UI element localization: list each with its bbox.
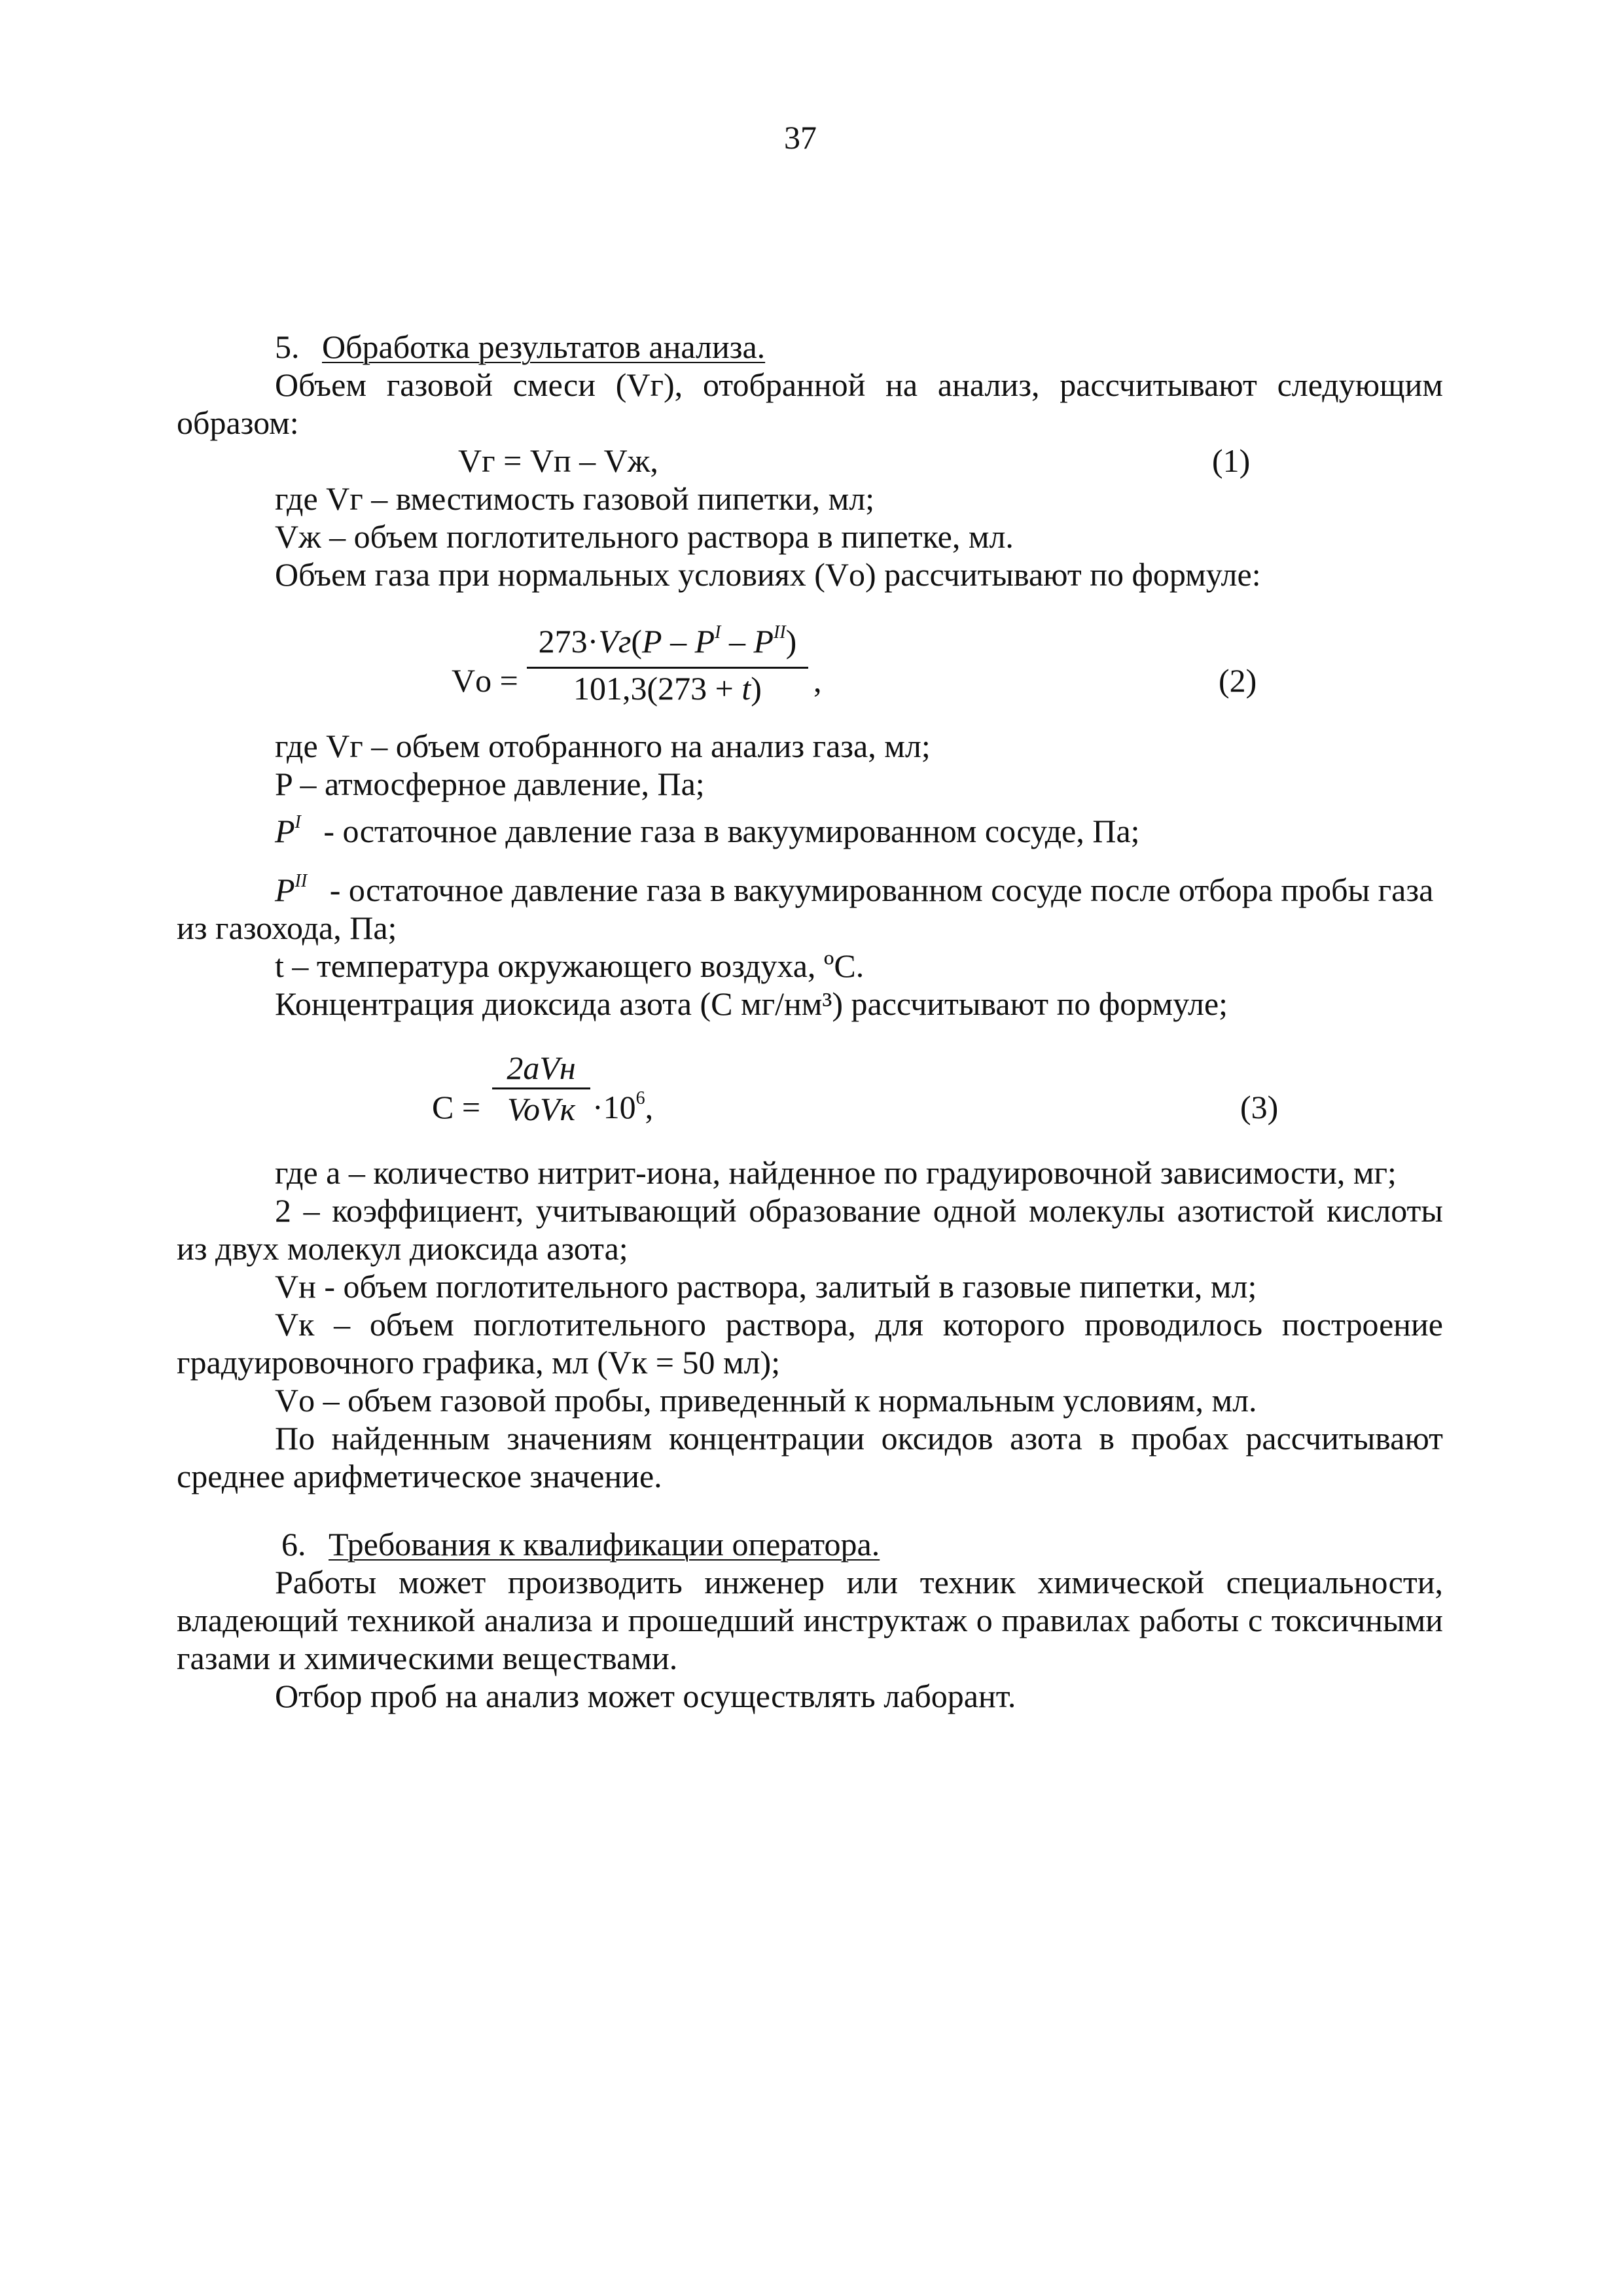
section-5-intro-line-1: Объем газовой смеси (Vг), отобранной на анализ, рассчитывают следующим (275, 366, 1443, 403)
formula-2-where-p2: $P^{II}$ - остаточное давление газа в вакуумированном сосуде после отбора пробы газа (275, 871, 1434, 908)
page-number: 37 (784, 119, 817, 156)
formula-2-where-p1: $P^I$ - остаточное давление газа в вакуумированном сосуде, Па; (275, 812, 1140, 849)
concentration-intro: Концентрация диоксида азота (С мг/нм³) рассчитывают по формуле; (275, 985, 1228, 1022)
formula-2-lhs: Vо = (452, 662, 518, 699)
formula-2-comma: , (813, 662, 822, 699)
formula-3-where-two-line-2: из двух молекул диоксида азота; (177, 1230, 628, 1267)
formula-2-where-t: t – температура окружающего воздуха, ºС. (275, 947, 865, 984)
formula-2-where-vg: где Vг – объем отобранного на анализ газа, мл; (275, 728, 931, 764)
formula-3-lhs: С = (432, 1089, 481, 1125)
section-5-heading (275, 327, 765, 366)
formula-2-numerator: $273\cdot Vг(P - P^I - P^{II})$ (527, 622, 808, 669)
formula-3-where-vo: Vо – объем газовой пробы, приведенный к нормальным условиям, мл. (275, 1382, 1257, 1419)
formula-3-multiplier: $\cdot 10^6$, (592, 1088, 654, 1125)
section-6-title: Требования к квалификации оператора. (329, 1526, 880, 1563)
formula-2-number: (2) (1219, 662, 1257, 699)
formula-3-where-two-line-1: 2 – коэффициент, учитывающий образование одной молекулы азотистой кислоты (275, 1192, 1443, 1229)
formula-1: Vг = Vп – Vж, (458, 442, 658, 479)
vo-intro: Объем газа при нормальных условиях (Vо) рассчитывают по формуле: (275, 556, 1261, 593)
section-6-number: 6. (281, 1526, 306, 1563)
formula-3-fraction (492, 1048, 590, 1129)
section-5-intro-line-2: образом: (177, 404, 299, 441)
formula-3-where-vk-line-2: градуировочного графика, мл (Vк = 50 мл); (177, 1344, 781, 1381)
formula-1-where-vg: где Vг – вместимость газовой пипетки, мл; (275, 480, 875, 517)
formula-3-numerator: 2aVн (492, 1048, 590, 1089)
section-6-para-1-line-1: Работы может производить инженер или техник химической специальности, (275, 1564, 1443, 1600)
formula-3-where-a: где а – количество нитрит-иона, найденное по градуировочной зависимости, мг; (275, 1154, 1397, 1191)
formula-2-where-p2-cont: из газохода, Па; (177, 910, 397, 946)
section-6-heading (281, 1525, 880, 1564)
section-5-number: 5. (275, 328, 300, 365)
section-6-para-1-line-2: владеющий техникой анализа и прошедший инструктаж о правилах работы с токсичными (177, 1602, 1443, 1638)
formula-1-where-vzh: Vж – объем поглотительного раствора в пипетке, мл. (275, 518, 1014, 555)
section-6-para-2: Отбор проб на анализ может осуществлять лаборант. (275, 1678, 1016, 1714)
formula-2-denominator: 101,3(273 + t) (573, 670, 762, 707)
formula-3-number: (3) (1240, 1089, 1279, 1125)
section-6-para-1-line-3: газами и химическими веществами. (177, 1640, 678, 1676)
section-5-title: Обработка результатов анализа. (322, 328, 766, 365)
closing-line-1: По найденным значениям концентрации оксидов азота в пробах рассчитывают (275, 1420, 1443, 1457)
formula-3-where-vk-line-1: Vк – объем поглотительного раствора, для которого проводилось построение (275, 1306, 1443, 1343)
formula-2-fraction (527, 622, 808, 708)
formula-3-denominator: VoVк (507, 1091, 575, 1127)
formula-1-number: (1) (1212, 442, 1251, 479)
formula-3-where-vn: Vн - объем поглотительного раствора, залитый в газовые пипетки, мл; (275, 1268, 1257, 1305)
closing-line-2: среднее арифметическое значение. (177, 1458, 662, 1494)
formula-2-where-p: P – атмосферное давление, Па; (275, 766, 705, 802)
